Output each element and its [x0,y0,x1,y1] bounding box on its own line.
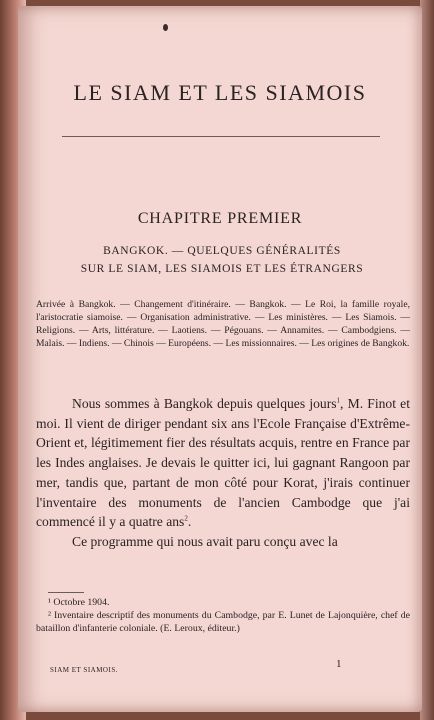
footnote-ref-2: 2 [184,514,188,523]
page-number: 1 [336,658,342,670]
footnotes [36,596,410,635]
paragraph-2: Ce programme qui nous avait paru conçu avec la [72,533,338,549]
footer-signature: SIAM ET SIAMOIS. [50,666,118,674]
subtitle-line-1: BANGKOK. — QUELQUES GÉNÉRALITÉS [103,245,341,257]
paragraph-1-part-1: Nous sommes à Bangkok depuis quelques jours [72,396,337,411]
body-text [36,394,410,552]
footnote-rule [48,592,84,593]
chapter-subtitle [54,242,390,278]
footnote-1: ¹ Octobre 1904. [48,597,110,608]
book-title: LE SIAM ET LES SIAMOIS [73,80,367,105]
footnote-2: ² Inventaire descriptif des monuments du Cambodge, par E. Lunet de Lajonquière, chef de bataillon d'infanterie coloniale. (E. Leroux, éditeur.) [36,610,410,634]
paragraph-1-part-2: , M. Finot et moi. Il vient de diriger pendant six ans l'Ecole Française d'Extrême-Orient et, légitimement fier des résultats acquis, rentre en France par les Indes anglaises. Je devais le quitter ici, lui gagnant Rangoon par mer, tandis que, partant de mon côté pour Korat, j'irais continuer l'inventaire des monuments de l'ancien Cambodge que j'ai commencé il y a quatre ans [36,396,410,530]
book-page [18,6,422,712]
ink-spot [163,24,168,31]
subtitle-line-2: SUR LE SIAM, LES SIAMOIS ET LES ÉTRANGERS [80,263,364,275]
title-rule [62,136,380,137]
page-edge [420,0,434,720]
chapter-summary: Arrivée à Bangkok. — Changement d'itinéraire. — Bangkok. — Le Roi, la famille royale, l'aristocratie siamoise. — Organisation administrative. — Les ministères. — Les Siamois. — Religions. — Arts, littérature. — Laotiens. — Pégouans. — Annamites. — Cambodgiens. — Malais. — Indiens. — Chinois — Européens. — Les missionnaires. — Les origines de Bangkok. [36,299,410,349]
paragraph-1-part-3: . [187,514,192,530]
chapter-heading: CHAPITRE PREMIER [137,210,303,227]
footnote-ref-1: 1 [336,396,341,405]
paragraph-1 [36,394,410,532]
